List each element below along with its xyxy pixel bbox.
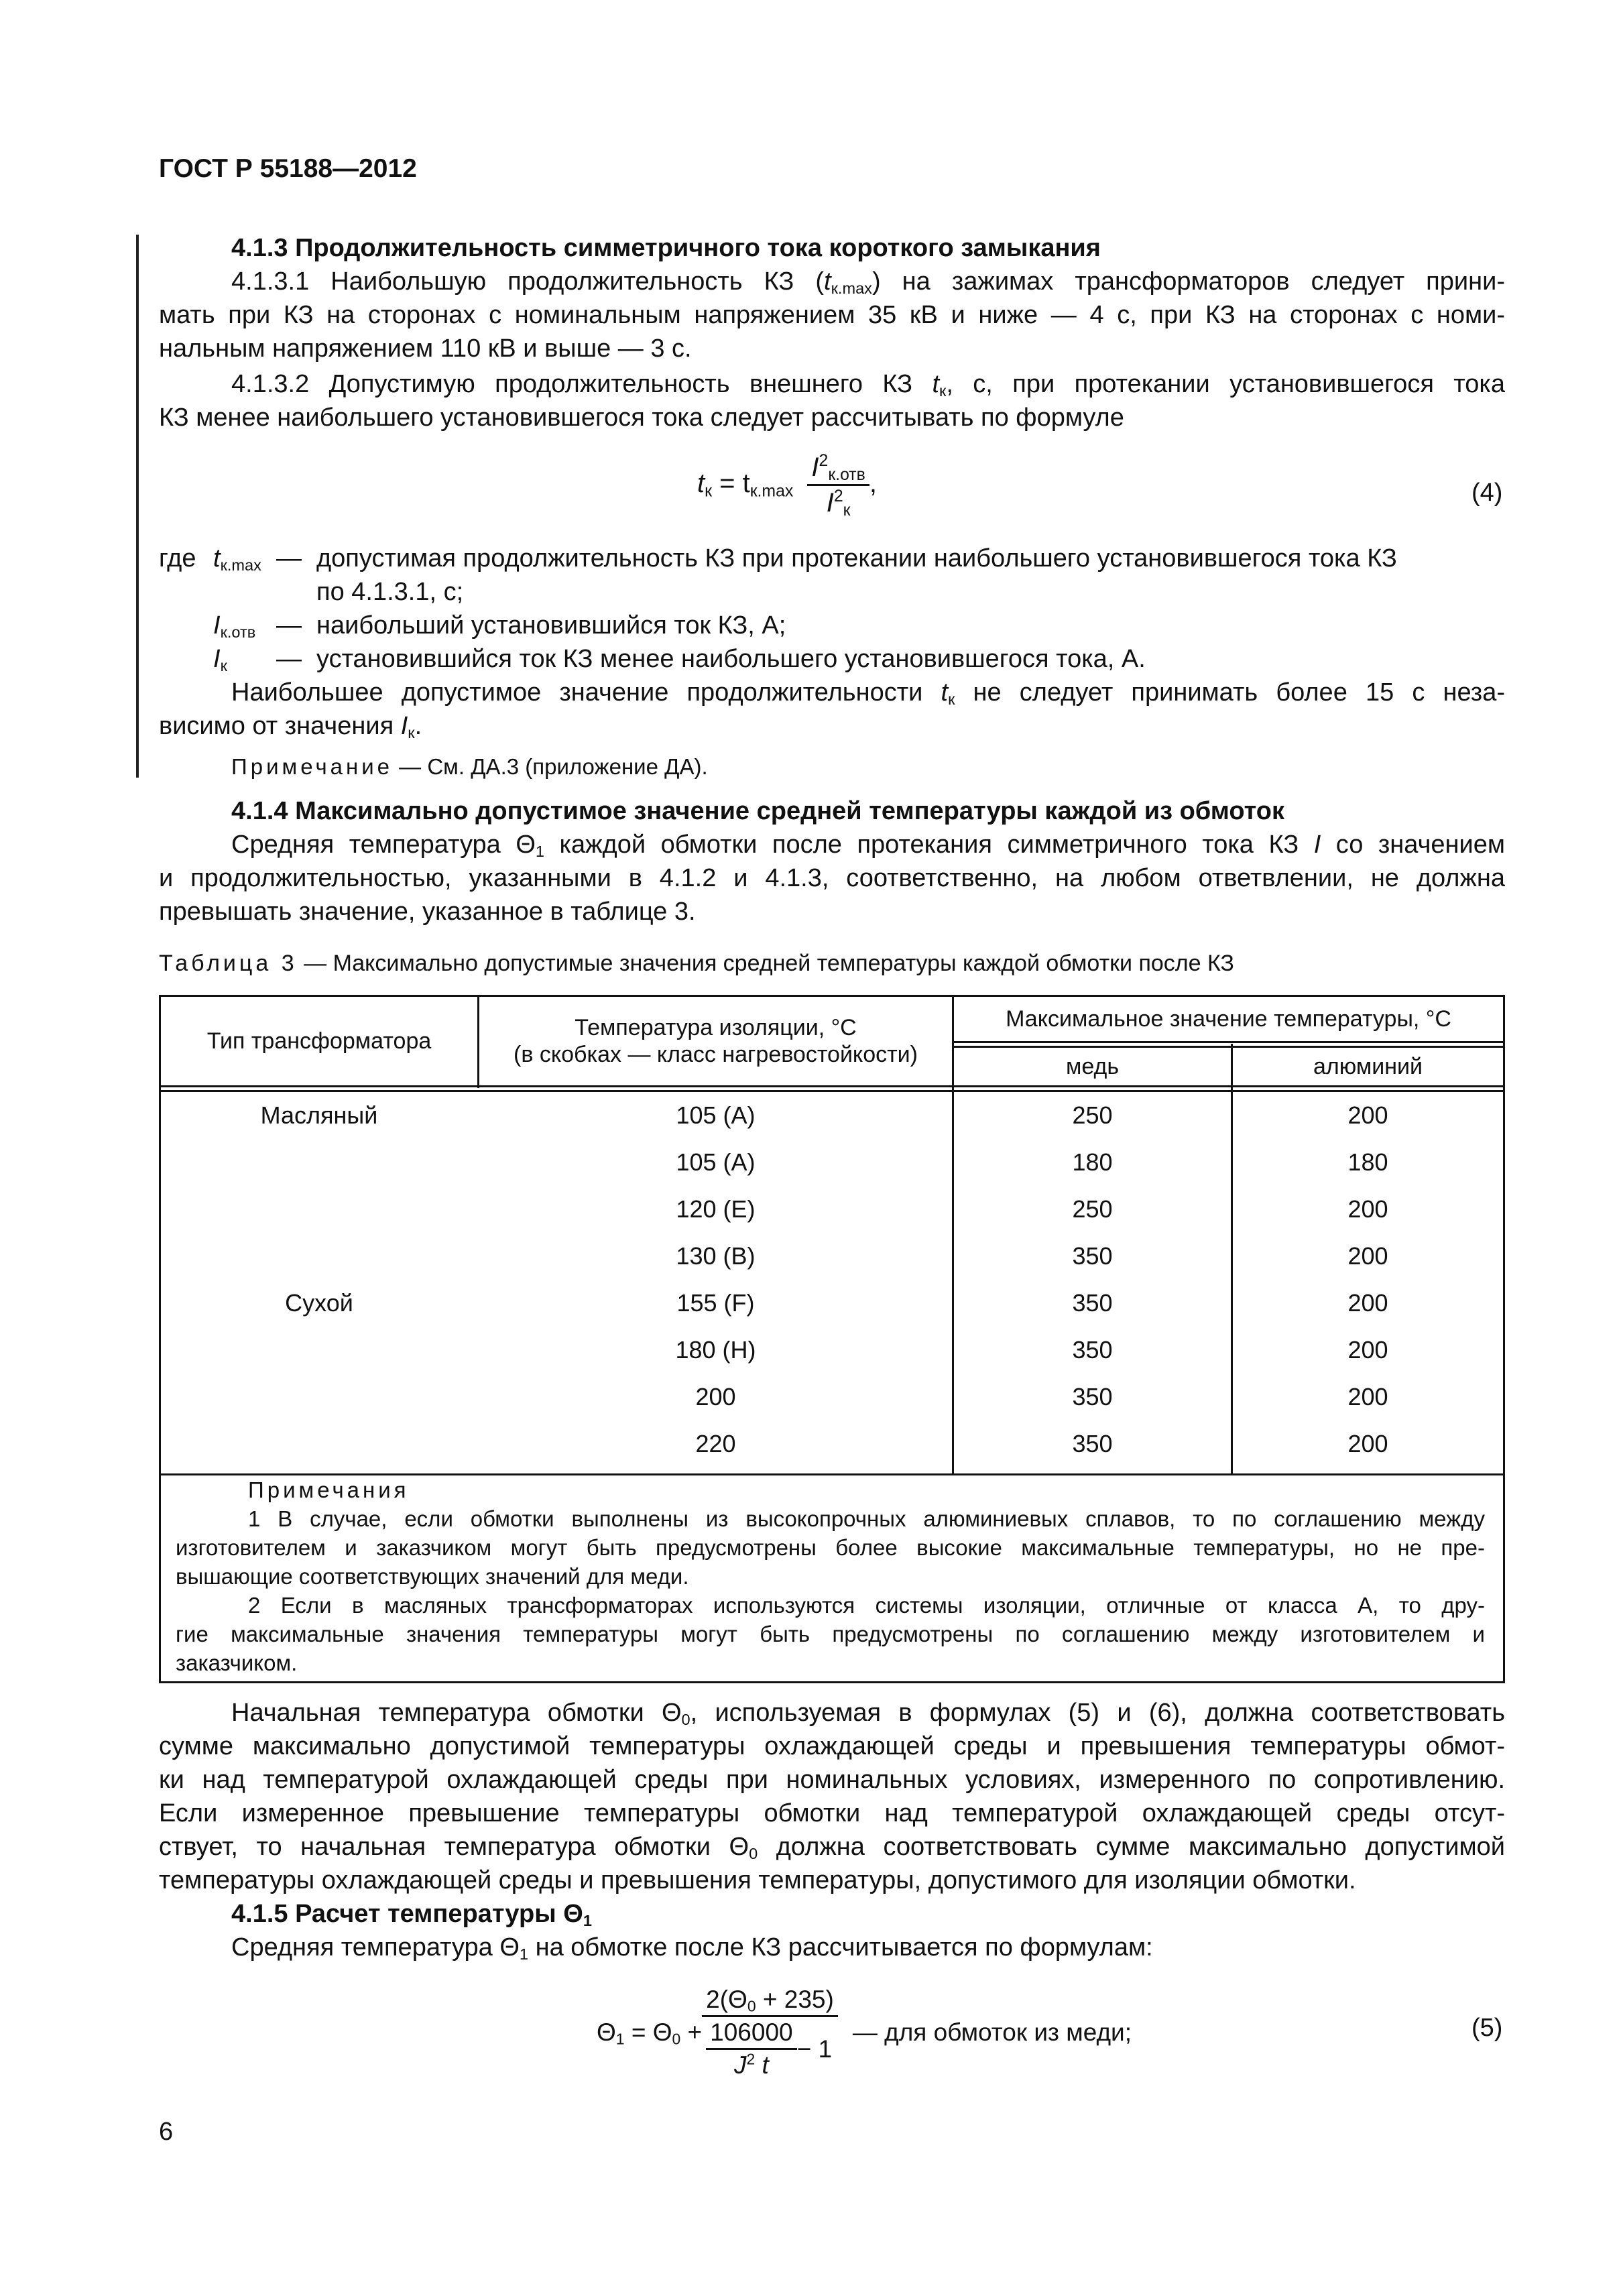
standard-designation: ГОСТ Р 55188—2012 xyxy=(159,154,417,183)
table-3-caption: Таблица 3 — Максимально допустимые значения средней температуры каждой обмотки после КЗ xyxy=(159,951,1234,976)
paragraph-4-1-3-1-line1: 4.1.3.1 Наибольшую продолжительность КЗ $(t_{к.max})$ на зажимах трансформаторов следует прини- xyxy=(231,267,1505,297)
def1-text-line2: по 4.1.3.1, с; xyxy=(316,578,464,606)
cell-insulation: 130 (B) xyxy=(676,1242,756,1270)
paragraph-initial-temp-line6: температуры охлаждающей среды и превышения температуры, допустимого для изоляции обмотки. xyxy=(159,1866,1356,1894)
header-insulation-temperature xyxy=(479,997,952,1085)
paragraph-max-duration-line1: Наибольшее допустимое значение продолжительности $t_к$ не следует принимать более 15 с неза- xyxy=(231,678,1506,708)
def1-dash: — xyxy=(276,544,302,572)
formula-5 xyxy=(597,1984,1132,2081)
cell-insulation: 105 (A) xyxy=(676,1101,756,1129)
cell-aluminium: 200 xyxy=(1347,1242,1388,1270)
paragraph-4-1-3-1-line2: мать при КЗ на сторонах с номинальным напряжением 35 кВ и ниже — 4 с, при КЗ на сторонах с номи- xyxy=(159,301,1505,329)
paragraph-initial-temp-line5: ствует, то начальная температура обмотки $\Theta_0$ должна соответствовать сумме максимально допустимой xyxy=(159,1833,1505,1862)
paragraph-max-duration-line2: висимо от значения $I_к$. xyxy=(159,712,422,741)
paragraph-4-1-4-line2: и продолжительностью, указанными в 4.1.2 и 4.1.3, соответственно, на любом ответвлении, не должна xyxy=(159,864,1505,892)
formula-4-number: (4) xyxy=(1471,479,1503,507)
cell-copper: 250 xyxy=(1072,1195,1113,1223)
cell-copper: 350 xyxy=(1072,1242,1113,1270)
formula-5-lhs: $\Theta_1 = \Theta_0$ + xyxy=(597,2018,703,2048)
table-3 xyxy=(159,995,1505,1683)
section-4-1-4-heading: 4.1.4 Максимально допустимое значение средней температуры каждой из обмоток xyxy=(231,797,1284,825)
table-note2-line2: гие максимальные значения температуры могут быть предусмотрены по соглашению между изготовителем и xyxy=(176,1622,1485,1646)
section-4-1-5-heading: 4.1.5 Расчет температуры $\Theta_1$ xyxy=(231,1900,592,1929)
def2-text: наибольший установившийся ток КЗ, А; xyxy=(316,611,786,640)
table-hline xyxy=(161,1090,1503,1092)
paragraph-4-1-3-2-line1: 4.1.3.2 Допустимую продолжительность внешнего КЗ $t_к$, с, при протекании установившегося тока xyxy=(231,370,1505,400)
cell-copper: 180 xyxy=(1072,1148,1113,1176)
cell-aluminium: 200 xyxy=(1347,1289,1388,1317)
paragraph-4-1-3-2-line2: КЗ менее наибольшего установившегося тока следует рассчитывать по формуле xyxy=(159,404,1124,432)
note-4-1-3: Примечание — См. ДА.3 (приложение ДА). xyxy=(231,754,708,779)
cell-insulation: 180 (H) xyxy=(675,1336,756,1364)
formula-4: $t_к = t_{к.max}$ $\frac{I^2_{к.отв}}{I^2_к}$ , xyxy=(697,450,877,520)
page-number: 6 xyxy=(159,2118,174,2146)
where-label: где xyxy=(159,544,196,572)
paragraph-initial-temp-line3: ки над температурой охлаждающей среды при номинальных условиях, измеренного по сопротивлению. xyxy=(159,1766,1505,1794)
cell-aluminium: 180 xyxy=(1347,1148,1388,1176)
cell-aluminium: 200 xyxy=(1347,1430,1388,1457)
table-note1-line2: изготовителем и заказчиком могут быть предусмотрены более высокие максимальные температуры, но не пре- xyxy=(176,1535,1485,1560)
cell-aluminium: 200 xyxy=(1347,1383,1388,1410)
def3-symbol: $I_к$ xyxy=(213,645,227,674)
header-aluminium: алюминий xyxy=(1313,1054,1423,1079)
cell-insulation: 200 xyxy=(695,1383,736,1410)
change-bar xyxy=(136,235,139,778)
formula-4-fraction: $\frac{I^2_{к.отв}}{I^2_к}$ xyxy=(807,450,869,520)
cell-insulation: 155 (F) xyxy=(676,1289,755,1317)
table-note2-line3: заказчиком. xyxy=(176,1650,298,1675)
def2-dash: — xyxy=(276,611,302,640)
paragraph-initial-temp-line4: Если измеренное превышение температуры обмотки над температурой охлаждающей среды отсут- xyxy=(159,1799,1505,1827)
header-insulation-line2: (в скобках — класс нагревостойкости) xyxy=(514,1042,918,1067)
paragraph-4-1-4-line1: Средняя температура $\Theta_1$ каждой обмотки после протекания симметричного тока КЗ I со значением xyxy=(231,831,1505,860)
section-4-1-3-heading: 4.1.3 Продолжительность симметричного тока короткого замыкания xyxy=(231,234,1101,262)
table-notes-title: Примечания xyxy=(248,1477,410,1502)
formula-5-numerator: $2(\Theta_0 + 235)$ xyxy=(702,1984,838,2017)
paragraph-4-1-4-line3: превышать значение, указанное в таблице 3. xyxy=(159,898,696,926)
def3-text: установившийся ток КЗ менее наибольшего установившегося тока, А. xyxy=(316,645,1146,673)
formula-5-description: — для обмоток из меди; xyxy=(852,2018,1132,2046)
cell-copper: 350 xyxy=(1072,1430,1113,1457)
table-hline xyxy=(161,1085,1503,1087)
formula-5-inner-fraction: $\frac{106000}{J^2 t}$ xyxy=(706,2017,796,2081)
paragraph-initial-temp-line1: Начальная температура обмотки $\Theta_0$, используемая в формулах (5) и (6), должна соответствовать xyxy=(231,1699,1505,1728)
cell-insulation: 220 xyxy=(695,1430,736,1457)
type-dry: Сухой xyxy=(285,1289,353,1317)
header-transformer-type: Тип трансформатора xyxy=(206,1028,432,1054)
def1-symbol: $t_{к.max}$ xyxy=(213,544,261,574)
table-note1-line3: вышающие соответствующих значений для меди. xyxy=(176,1564,689,1589)
cell-insulation: 120 (E) xyxy=(676,1195,756,1223)
cell-insulation: 105 (A) xyxy=(676,1148,756,1176)
paragraph-initial-temp-line2: сумме максимально допустимой температуры охлаждающей среды и превышения температуры обмот- xyxy=(159,1732,1505,1760)
table-note1-line1: 1 В случае, если обмотки выполнены из высокопрочных алюминиевых сплавов, то по соглашению между xyxy=(248,1506,1485,1531)
cell-copper: 350 xyxy=(1072,1289,1113,1317)
paragraph-4-1-5-line1: Средняя температура $\Theta_1$ на обмотке после КЗ рассчитывается по формулам: xyxy=(231,1933,1153,1963)
paragraph-4-1-3-1-line3: нальным напряжением 110 кВ и выше — 3 с. xyxy=(159,335,692,363)
formula-5-fraction xyxy=(702,1984,838,2081)
table-note2-line1: 2 Если в масляных трансформаторах используются системы изоляции, отличные от класса А, то дру- xyxy=(248,1593,1485,1618)
cell-copper: 250 xyxy=(1072,1101,1113,1129)
type-oil: Масляный xyxy=(260,1101,378,1129)
def2-symbol: $I_{к.отв}$ xyxy=(213,611,256,641)
cell-aluminium: 200 xyxy=(1347,1336,1388,1364)
cell-copper: 350 xyxy=(1072,1383,1113,1410)
cell-copper: 350 xyxy=(1072,1336,1113,1364)
cell-aluminium: 200 xyxy=(1347,1101,1388,1129)
header-insulation-line1: Температура изоляции, °С xyxy=(575,1015,857,1040)
formula-5-denominator: $\frac{106000}{J^2 t}$ − 1 xyxy=(702,2017,838,2081)
cell-aluminium: 200 xyxy=(1347,1195,1388,1223)
table-hline xyxy=(952,1041,1503,1043)
header-copper: медь xyxy=(1065,1054,1120,1079)
formula-5-number: (5) xyxy=(1471,2014,1503,2042)
header-max-temperature: Максимальное значение температуры, °С xyxy=(1006,1006,1451,1032)
def1-text-line1: допустимая продолжительность КЗ при протекании наибольшего установившегося тока КЗ xyxy=(316,544,1397,572)
def3-dash: — xyxy=(276,645,302,673)
